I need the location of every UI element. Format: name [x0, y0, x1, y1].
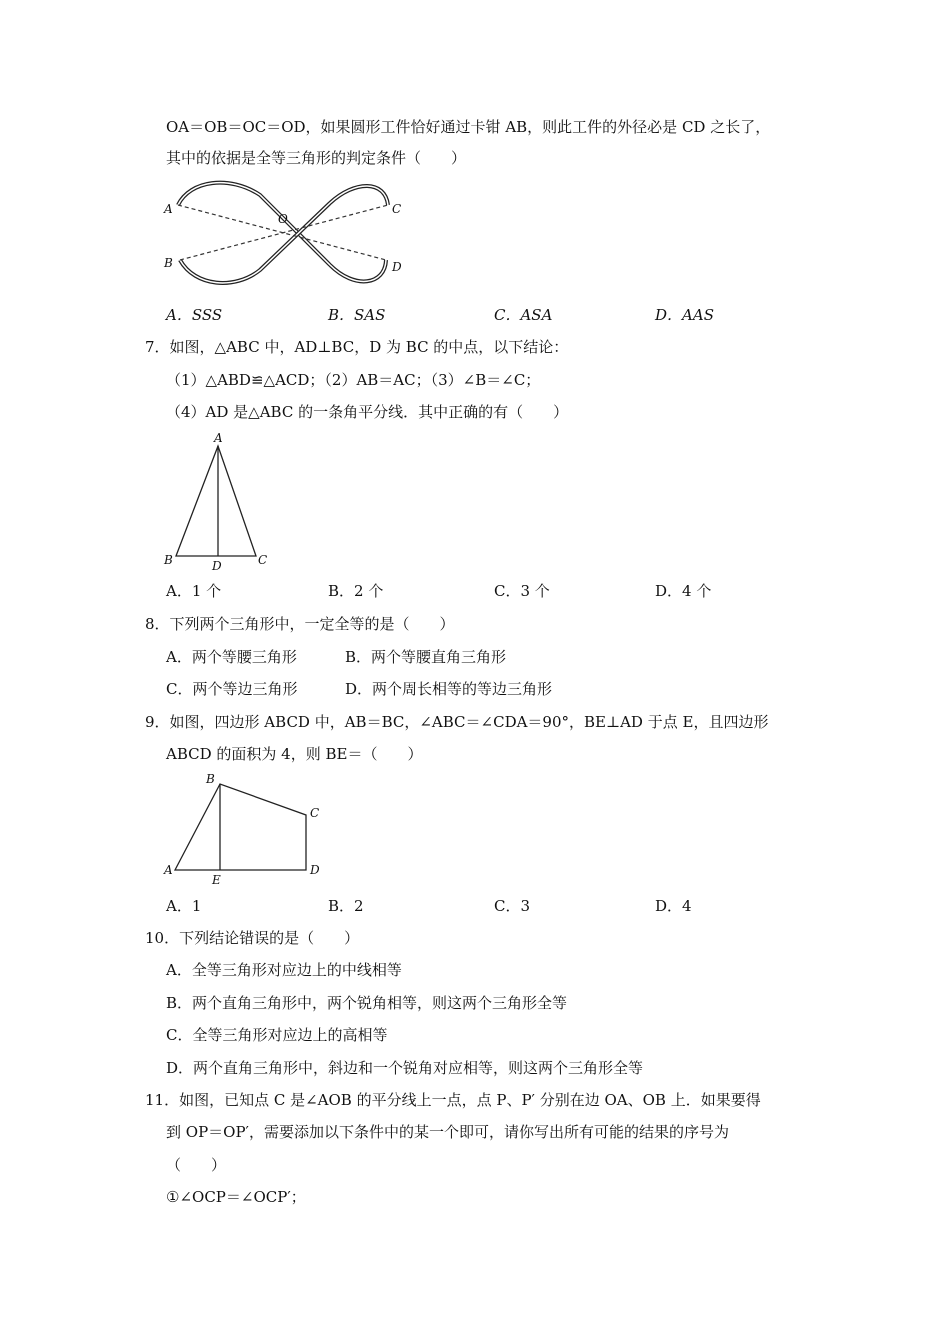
q7-option-d[interactable]: D．4 个 — [655, 582, 712, 600]
fig9-label-d: D — [310, 863, 320, 877]
q11-line3: （ ） — [166, 1156, 227, 1174]
q10-option-b[interactable]: B．两个直角三角形中，两个锐角相等，则这两个三角形全等 — [166, 994, 568, 1012]
q10-option-a[interactable]: A．全等三角形对应边上的中线相等 — [166, 961, 402, 979]
quadrilateral-abcd-figure — [160, 770, 340, 890]
q6-line2: 其中的依据是全等三角形的判定条件（ ） — [166, 149, 467, 167]
q9-option-b[interactable]: B．2 — [328, 897, 364, 915]
q8-stem: 8．下列两个三角形中，一定全等的是（ ） — [145, 615, 455, 633]
fig7-label-b: B — [164, 553, 173, 567]
fig9-label-a: A — [164, 863, 173, 877]
q9-option-a[interactable]: A．1 — [166, 897, 202, 915]
fig9-label-b: B — [206, 772, 215, 786]
q8-option-c[interactable]: C．两个等边三角形 — [166, 680, 298, 698]
q6-option-d[interactable]: D．AAS — [655, 306, 714, 324]
q11-stem: 11．如图，已知点 C 是∠AOB 的平分线上一点，点 P、P′ 分别在边 OA、OB 上．如果要得 — [145, 1091, 761, 1109]
fig6-label-c: C — [392, 202, 402, 216]
q6-option-b[interactable]: B．SAS — [328, 306, 386, 324]
caliper-figure — [160, 175, 420, 295]
q6-line1: OA＝OB＝OC＝OD，如果圆形工件恰好通过卡钳 AB，则此工件的外径必是 CD 之长了， — [166, 118, 771, 136]
fig7-label-c: C — [258, 553, 268, 567]
q10-option-c[interactable]: C．全等三角形对应边上的高相等 — [166, 1026, 388, 1044]
q9-option-c[interactable]: C．3 — [494, 897, 531, 915]
q8-option-d[interactable]: D．两个周长相等的等边三角形 — [345, 680, 553, 698]
fig9-label-e: E — [212, 873, 221, 887]
fig6-label-d: D — [392, 260, 402, 274]
fig7-label-d: D — [212, 559, 222, 573]
fig6-label-o: O — [278, 212, 288, 226]
q7-option-a[interactable]: A．1 个 — [166, 582, 222, 600]
q6-option-a[interactable]: A．SSS — [166, 306, 223, 324]
fig9-label-c: C — [310, 806, 320, 820]
q9-option-d[interactable]: D．4 — [655, 897, 692, 915]
q10-stem: 10．下列结论错误的是（ ） — [145, 929, 360, 947]
q11-line2: 到 OP＝OP′，需要添加以下条件中的某一个即可，请你写出所有可能的结果的序号为 — [166, 1123, 729, 1141]
q8-option-b[interactable]: B．两个等腰直角三角形 — [345, 648, 507, 666]
fig6-label-b: B — [164, 256, 173, 270]
q9-stem: 9．如图，四边形 ABCD 中，AB＝BC，∠ABC＝∠CDA＝90°，BE⊥AD 于点 E，且四边形 — [145, 713, 769, 731]
q10-option-d[interactable]: D．两个直角三角形中，斜边和一个锐角对应相等，则这两个三角形全等 — [166, 1059, 644, 1077]
q6-option-c[interactable]: C．ASA — [494, 306, 553, 324]
q7-option-b[interactable]: B．2 个 — [328, 582, 384, 600]
q11-condition-1: ①∠OCP＝∠OCP′； — [166, 1188, 306, 1206]
q7-stem: 7．如图，△ABC 中，AD⊥BC，D 为 BC 的中点，以下结论： — [145, 338, 569, 356]
q7-line3: （4）AD 是△ABC 的一条角平分线．其中正确的有（ ） — [166, 403, 569, 421]
triangle-abc-figure — [160, 428, 280, 573]
q9-line2: ABCD 的面积为 4，则 BE＝（ ） — [166, 745, 423, 763]
q8-option-a[interactable]: A．两个等腰三角形 — [166, 648, 297, 666]
q7-option-c[interactable]: C．3 个 — [494, 582, 550, 600]
q7-line2: （1）△ABD≌△ACD；（2）AB＝AC；（3）∠B＝∠C； — [166, 371, 541, 389]
fig6-label-a: A — [164, 202, 173, 216]
fig7-label-a: A — [214, 431, 223, 445]
